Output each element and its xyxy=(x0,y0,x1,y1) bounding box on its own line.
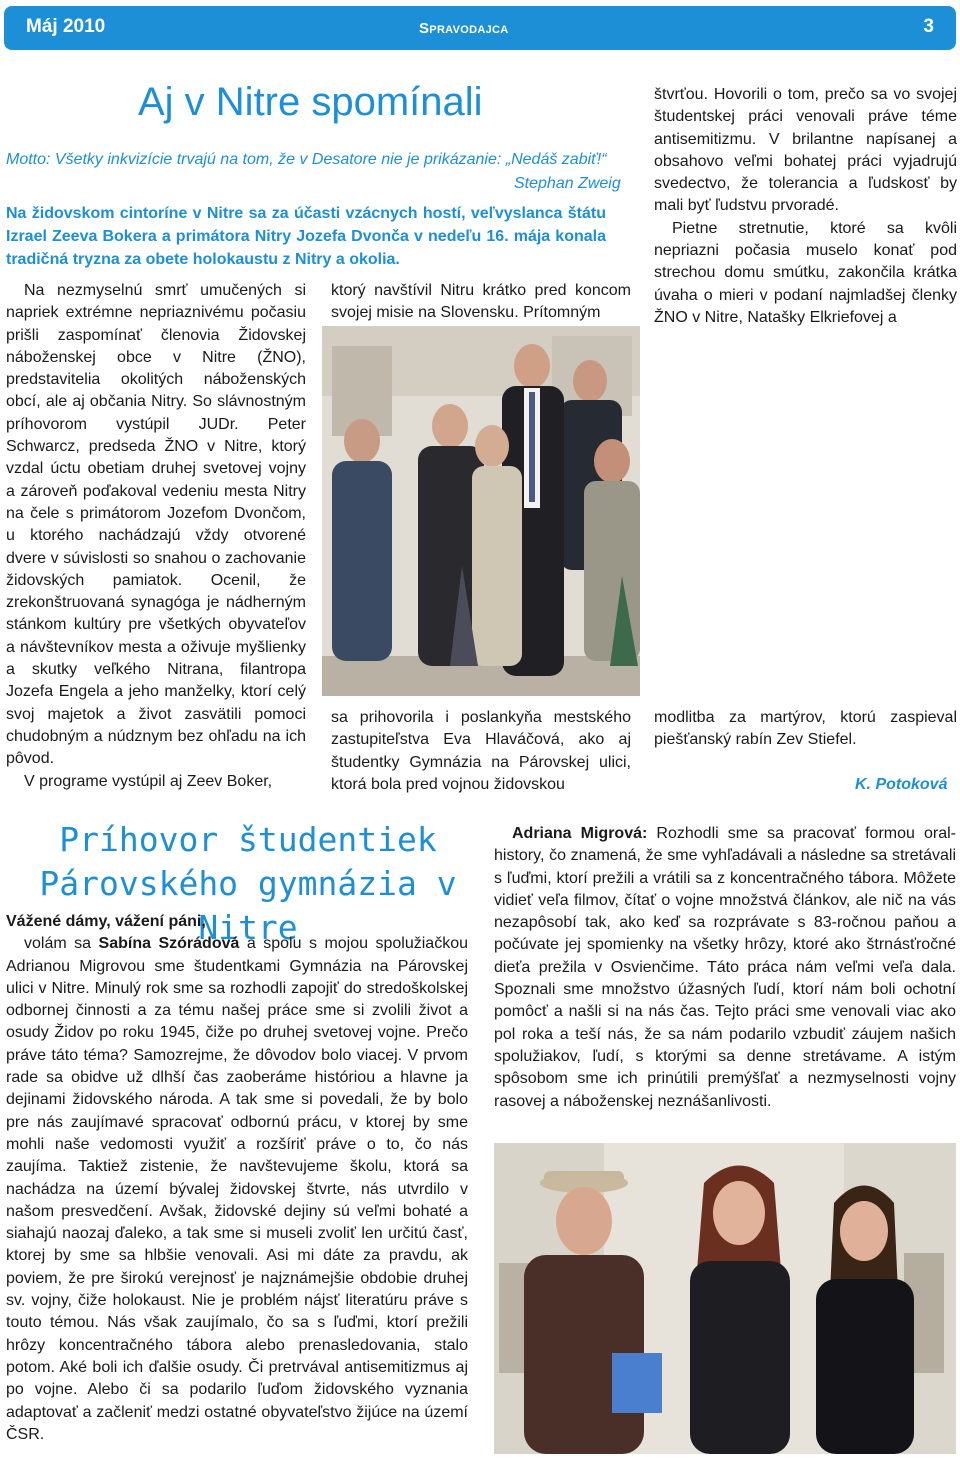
speech-column-2 xyxy=(494,823,956,1113)
speech-column-1 xyxy=(6,911,468,1446)
article-title: Aj v Nitre spomínali xyxy=(138,80,483,124)
page-header xyxy=(4,6,956,50)
article-column-3-top xyxy=(654,84,957,329)
paragraph: V programe vystúpil aj Zeev Boker, xyxy=(24,772,273,790)
paragraph xyxy=(6,933,468,1446)
paragraph: Pietne stretnutie, ktoré sa kvôli nepriazni počasia muselo konať pod strechou domu smútku, zakončila krátka úvaha o mieri v podaní najmladšej členky ŽNO v Nitre, Natašky Elkriefovej a xyxy=(654,219,957,326)
article-column-3-bottom: modlitba za martýrov, ktorú zaspieval piešťanský rabín Zev Stiefel. xyxy=(654,709,957,749)
title-line: Párovského gymnázia v Nitre xyxy=(39,864,457,947)
greeting: Vážené dámy, vážení páni, xyxy=(6,913,206,930)
article-column-2-bottom: sa prihovorila i poslankyňa mestského zastupiteľstva Eva Hlaváčová, ako aj študentky Gymnázia na Párovskej ulici, ktorá bola pred vojnou židovskou xyxy=(331,709,631,793)
speaker-name: Adriana Migrová: xyxy=(512,825,648,842)
publication-name: Spravodajca xyxy=(419,20,509,37)
ceremony-photo xyxy=(322,326,640,696)
motto-author: Stephan Zweig xyxy=(514,175,621,192)
speech-body: Rozhodli sme sa pracovať formou oral-history, čo znamená, že sme vyhľadávali a následne sa stretávali s ľuďmi, ktorí prežili a vrátili sa z koncentračného tábora. Môžete vidieť veľa filmov, čítať o vojne množstvá článkov, ale nič na vás nezapôsobí tak, ako keď sa rozprávate s 83-ročnou paňou a počúvate jej spomienky na všetky hrôzy, ktoré ako štrnásťročné dieťa prežila v Osvienčime. Táto práca nám veľmi veľa dala. Spoznali sme množstvo úžasných ľudí, ktorí nám boli ochotní pomôcť a našli si na nás čas. Tejto práci sme venovali viac ako pol roka a teší nás, že sa nám podarilo vzbudiť záujem našich spolužiakov, ľudí, s ktorými sa denne stretávame. A istým spôsobom sme ich prinútili premýšľať a nezmyselnosti vojny rasovej a náboženskej neznášanlivosti. xyxy=(494,825,957,1110)
motto: Motto: Všetky inkvizície trvajú na tom, že v Desatore nie je prikázanie: „Nedáš zabiť!“ xyxy=(6,151,607,168)
paragraph xyxy=(494,823,956,1113)
students-photo xyxy=(494,1143,956,1454)
paragraph: Na nezmyselnú smrť umučených si napriek extrémne nepriaznivému počasiu prišli zaspomínať členovia Židovskej náboženskej obce v Nitre (ŽNO), predstavitelia okolitých náboženských obcí, ale aj občania Nitry. So slávnostným príhovorom vystúpil JUDr. Peter Schwarcz, predseda ŽNO v Nitre, ktorý vzdal úctu obetiam druhej svetovej vojny a zároveň poďakoval vedeniu mesta Nitry na čele s primátorom Jozefom Dvončom, u ktorého nachádzajú vždy otvorené dvere v súvislosti so snahou o zachovanie židovských pamiatok. Ocenil, že zrekonštruovaná synagóga je nádherným stánkom kultúry pre všetkých obyvateľov a návštevníkov mesta a oživuje myšlienky a skutky veľkého Nitrana, filantropa Jozefa Engela a jeho manželky, ktorí celý svoj majetok a život zasvätili pomoci chudobným a núdznym bez ohľadu na ich pôvod. xyxy=(6,282,306,768)
article-signature: K. Potoková xyxy=(855,776,948,793)
page-number: 3 xyxy=(923,16,934,37)
article-column-1 xyxy=(6,280,306,793)
issue-date: Máj 2010 xyxy=(26,16,106,37)
speech-body: a spolu s mojou spolužiačkou Adrianou Migrovou sme študentkami Gymnázia na Párovskej ulici v Nitre. Minulý rok sme sa rozhodli zapojiť do stredoškolskej odbornej činnosti a za tému našej práce sme si zvolili život a osudy Židov po roku 1945, čiže po druhej svetovej vojne. Prečo práve táto téma? Samozrejme, že dôvodov bolo viacej. V prvom rade sa obidve už dlhší čas zaoberáme históriou a hlavne ja dejinami židovského národa. A tak sme si povedali, že by bolo pre nás zaujímavé spracovať odbornú prácu, v ktorej by sme mohli naše vedomosti využiť a rozšíriť práve o to, čo nás zaujíma. Taktiež zistenie, že navštevujeme školu, ktorá sa nachádza na území bývalej židovskej štvrte, nás utvrdilo v našom presvedčení. Avšak, židovské dejiny sú veľmi bohaté a siahajú naozaj ďaleko, a tak sme si museli zvoliť len určitú časť, ktorej by sme sa hlbšie venovali. Asi mi dáte za pravdu, ak poviem, že pre širokú verejnosť je najznámejšie obdobie druhej sv. vojny, čiže holokaust. Nie je problém nájsť literatúru práve s touto témou. Nás však zaujímalo, čo sa s ľuďmi, ktorí prežili hrôzy koncentračného tábora alebo prenasledovania, stalo potom. Aké boli ich ďalšie osudy. Či pretrvával antisemitizmus aj po vojne. Alebo či sa podarilo ľuďom židovského vyznania adaptovať a začleniť medzi ostatné obyvateľstvo žijúce na území ČSR. xyxy=(6,935,468,1443)
title-line: Príhovor študentiek xyxy=(59,820,437,859)
article-column-2-top: ktorý navštívil Nitru krátko pred koncom svojej misie na Slovensku. Prítomným xyxy=(331,282,631,322)
article-lead: Na židovskom cintoríne v Nitre sa za účasti vzácnych hostí, veľvyslanca štátu Izrael Zeeva Bokera a primátora Nitry Jozefa Dvonča v nedeľu 16. mája konala tradičná tryzna za obete holokaustu z Nitry a okolia. xyxy=(6,205,606,268)
intro-text: volám sa xyxy=(24,935,99,953)
speaker-name: Sabína Szórádová xyxy=(98,935,240,953)
paragraph: štvrťou. Hovorili o tom, prečo sa vo svojej študentskej práci venovali práve téme antisemitizmu. V brilantne napísanej a obsahovo veľmi bohatej práci vyjadrujú svedectvo, že tolerancia a ľudskosť by mali byť ľudstvu prvoradé. xyxy=(654,86,957,215)
